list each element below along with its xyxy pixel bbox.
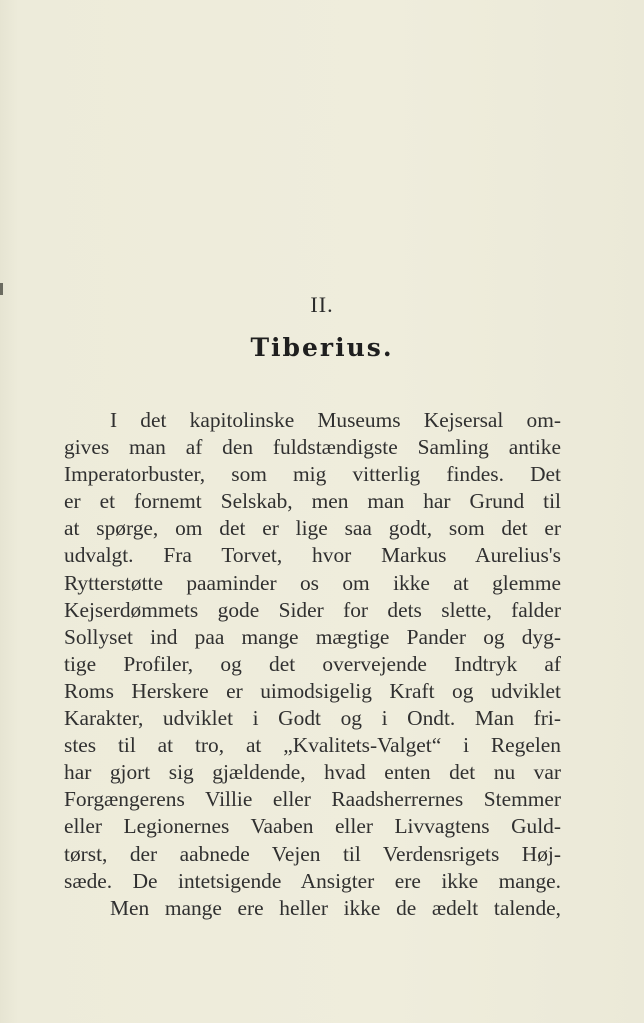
text-line: har gjort sig gjældende, hvad enten det nu var — [64, 760, 561, 785]
text-line: Imperatorbuster, som mig vitterlig findes. Det — [64, 462, 561, 487]
body-paragraph — [64, 407, 561, 922]
text-line: tige Profiler, og det overvejende Indtryk af — [64, 651, 561, 676]
text-line: Forgængerens Villie eller Raadsherrernes Stemmer — [64, 787, 561, 812]
text-line: eller Legionernes Vaaben eller Livvagtens Guld- — [64, 814, 561, 839]
text-line: at spørge, om det er lige saa godt, som det er — [64, 516, 561, 541]
chapter-title: Tiberius. — [250, 333, 394, 362]
text-line: er et fornemt Selskab, men man har Grund til — [64, 489, 561, 514]
text-line: Roms Herskere er uimodsigelig Kraft og udviklet — [64, 678, 561, 703]
chapter-number: II. — [310, 292, 334, 317]
text-line: Kejserdømmets gode Sider for dets slette, falder — [64, 597, 561, 622]
text-line: stes til at tro, at „Kvalitets-Valget“ i Regelen — [64, 733, 561, 758]
text-line: tørst, der aabnede Vejen til Verdensrigets Høj- — [64, 841, 561, 866]
text-line: Men mange ere heller ikke de ædelt talende, — [110, 895, 561, 920]
text-line: gives man af den fuldstændigste Samling antike — [64, 435, 561, 460]
text-line: sæde. De intetsigende Ansigter ere ikke mange. — [64, 868, 561, 893]
text-line: Rytterstøtte paaminder os om ikke at glemme — [64, 570, 561, 595]
text-line: udvalgt. Fra Torvet, hvor Markus Aurelius's — [64, 543, 561, 568]
text-line: I det kapitolinske Museums Kejsersal om- — [110, 408, 561, 432]
text-line: Karakter, udviklet i Godt og i Ondt. Man fri- — [64, 706, 561, 731]
text-line: Sollyset ind paa mange mægtige Pander og dyg- — [64, 624, 561, 649]
